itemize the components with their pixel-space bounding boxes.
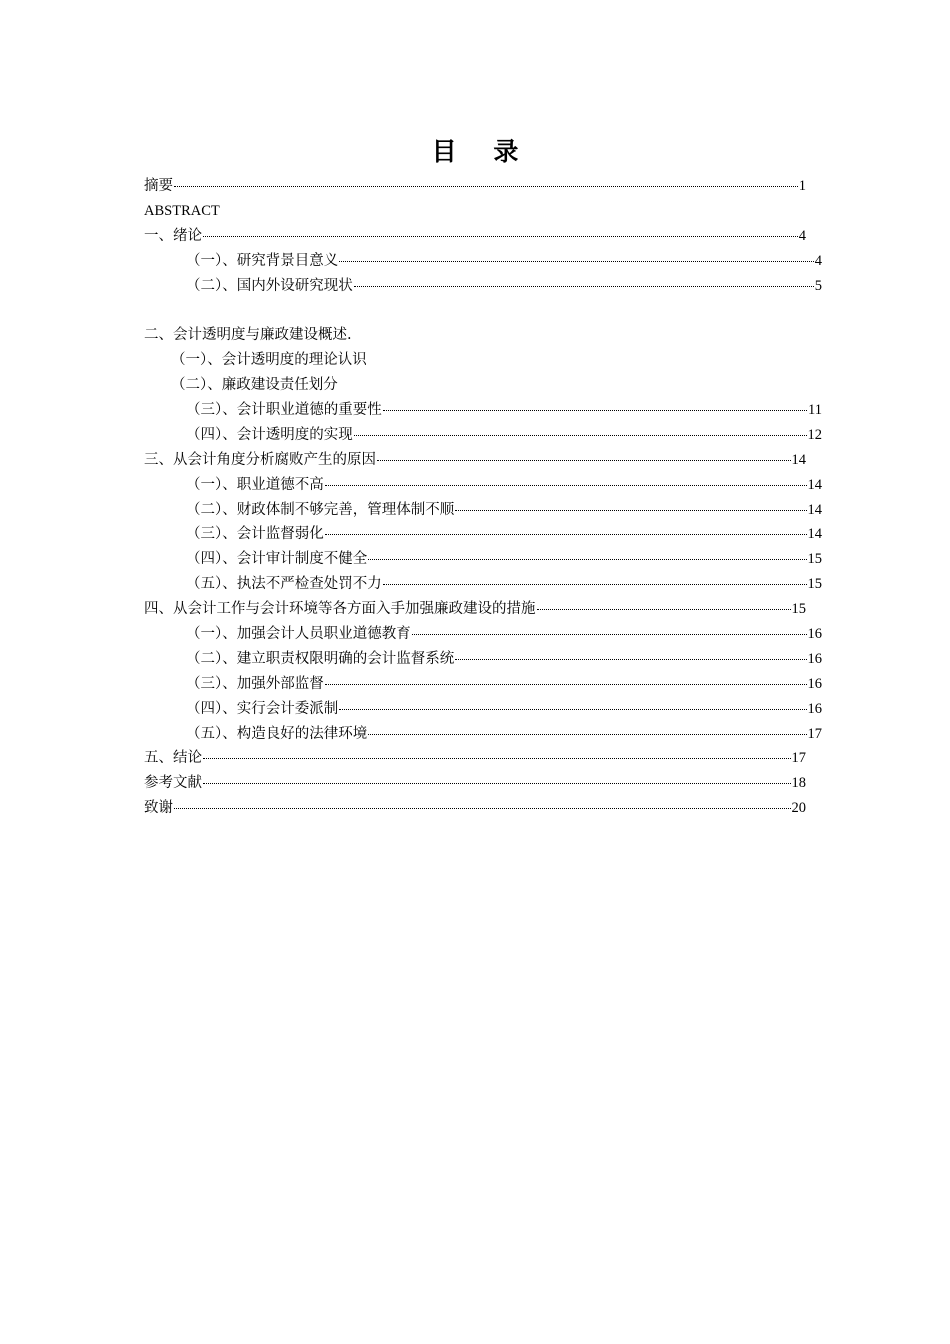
toc-entry-page: 14 (807, 476, 822, 493)
toc-entry-label: （五）、构造良好的法律环境 (186, 725, 368, 742)
toc-entry-label: （一）、职业道德不高 (186, 476, 324, 493)
toc-entry-page: 15 (807, 576, 822, 593)
toc-entry-label: （四）、实行会计委派制 (186, 700, 339, 717)
toc-entry-label: （四）、会计透明度的实现 (186, 426, 353, 443)
toc-entry-page: 4 (798, 227, 806, 244)
toc-entry-label: 参考文献 (144, 775, 202, 792)
toc-entry-chapter-3[interactable] (144, 448, 806, 473)
toc-entry-label: （二）、国内外设研究现状 (186, 277, 353, 294)
toc-leader-dots (174, 808, 791, 809)
toc-leader-dots (412, 634, 807, 635)
toc-entry-abstract-cn[interactable] (144, 174, 806, 199)
toc-leader-dots (174, 186, 798, 187)
toc-entry-label: 致谢 (144, 800, 173, 817)
toc-leader-dots (203, 783, 791, 784)
toc-entry-page: 18 (791, 775, 806, 792)
toc-entry-page: 14 (807, 526, 822, 543)
toc-entry-label: 摘要 (144, 178, 173, 194)
toc-entry-3-3[interactable] (144, 522, 822, 547)
toc-entry-label: （三）、会计监督弱化 (186, 526, 324, 543)
toc-entry-page: 16 (807, 700, 822, 717)
toc-entry-page: 16 (807, 626, 822, 643)
toc-entry-4-2[interactable] (144, 647, 822, 672)
toc-entry-page: 14 (807, 501, 822, 518)
toc-entry-label: 五、结论 (144, 750, 202, 767)
toc-entry-4-4[interactable] (144, 697, 822, 722)
toc-entry-page: 4 (814, 252, 822, 269)
toc-entry-page: 5 (814, 277, 822, 294)
toc-leader-dots (325, 534, 807, 535)
toc-entry-label: （一）、研究背景目意义 (186, 252, 339, 269)
toc-entry-3-2[interactable] (144, 498, 822, 523)
toc-leader-dots (203, 236, 798, 237)
toc-entry-label: （三）、会计职业道德的重要性 (186, 402, 382, 419)
toc-entry-label: （一）、会计透明度的理论认识 (171, 352, 367, 369)
toc-entry-page: 11 (808, 402, 822, 419)
toc-leader-dots (339, 261, 814, 262)
toc-entry-page: 14 (791, 451, 806, 468)
toc-entry-3-4[interactable] (144, 547, 822, 572)
toc-entry-abstract-en[interactable] (144, 199, 806, 224)
toc-leader-dots (537, 609, 791, 610)
toc-entry-page: 1 (798, 178, 806, 194)
toc-entry-page: 17 (807, 725, 822, 742)
toc-entry-2-1[interactable] (144, 348, 806, 373)
toc-entry-4-1[interactable] (144, 622, 822, 647)
toc-leader-dots (325, 684, 807, 685)
toc-entry-2-2[interactable] (144, 373, 806, 398)
table-of-contents (144, 174, 822, 821)
toc-entry-label: 一、绪论 (144, 227, 202, 244)
toc-entry-label: （一）、加强会计人员职业道德教育 (186, 626, 411, 643)
toc-entry-label: （二）、廉政建设责任划分 (171, 377, 338, 394)
toc-entry-acknowledgements[interactable] (144, 796, 806, 821)
toc-entry-label: （四）、会计审计制度不健全 (186, 551, 368, 568)
toc-entry-label: ABSTRACT (144, 202, 220, 219)
toc-leader-dots (455, 659, 806, 660)
toc-entry-page: 15 (807, 551, 822, 568)
toc-entry-chapter-1[interactable] (144, 224, 806, 249)
toc-leader-dots (203, 758, 791, 759)
toc-entry-label: 三、从会计角度分析腐败产生的原因 (144, 451, 376, 468)
toc-entry-4-3[interactable] (144, 672, 822, 697)
toc-leader-dots (377, 460, 791, 461)
toc-entry-3-1[interactable] (144, 473, 822, 498)
toc-entry-label: （三）、加强外部监督 (186, 675, 324, 692)
toc-leader-dots (455, 510, 806, 511)
toc-entry-2-4[interactable] (144, 423, 822, 448)
toc-entry-4-5[interactable] (144, 722, 822, 747)
toc-entry-page: 16 (807, 650, 822, 667)
toc-entry-chapter-5[interactable] (144, 746, 806, 771)
toc-entry-1-1[interactable] (144, 249, 822, 274)
toc-leader-dots (325, 485, 807, 486)
toc-title: 目 录 (431, 137, 533, 166)
toc-entry-page: 16 (807, 675, 822, 692)
toc-entry-label: 二、会计透明度与廉政建设概述. (144, 327, 352, 344)
toc-leader-dots (339, 709, 806, 710)
toc-entry-page: 17 (791, 750, 806, 767)
toc-entry-label: （五）、执法不严检查处罚不力 (186, 576, 382, 593)
toc-leader-dots (354, 435, 807, 436)
toc-leader-dots (383, 410, 807, 411)
toc-leader-dots (368, 734, 806, 735)
toc-entry-2-3[interactable] (144, 398, 822, 423)
toc-leader-dots (383, 584, 807, 585)
toc-entry-label: （二）、财政体制不够完善，管理体制不顺 (186, 501, 455, 518)
toc-leader-dots (354, 286, 814, 287)
toc-leader-dots (368, 559, 806, 560)
toc-entry-references[interactable] (144, 771, 806, 796)
toc-entry-chapter-4[interactable] (144, 597, 806, 622)
toc-entry-1-2[interactable] (144, 274, 822, 299)
toc-entry-label: 四、从会计工作与会计环境等各方面入手加强廉政建设的措施 (144, 601, 536, 618)
toc-entry-3-5[interactable] (144, 572, 822, 597)
toc-entry-page: 20 (791, 800, 806, 817)
toc-entry-label: （二）、建立职责权限明确的会计监督系统 (186, 650, 455, 667)
toc-entry-chapter-2[interactable] (144, 323, 806, 348)
toc-entry-page: 12 (807, 426, 822, 443)
toc-entry-page: 15 (791, 601, 806, 618)
